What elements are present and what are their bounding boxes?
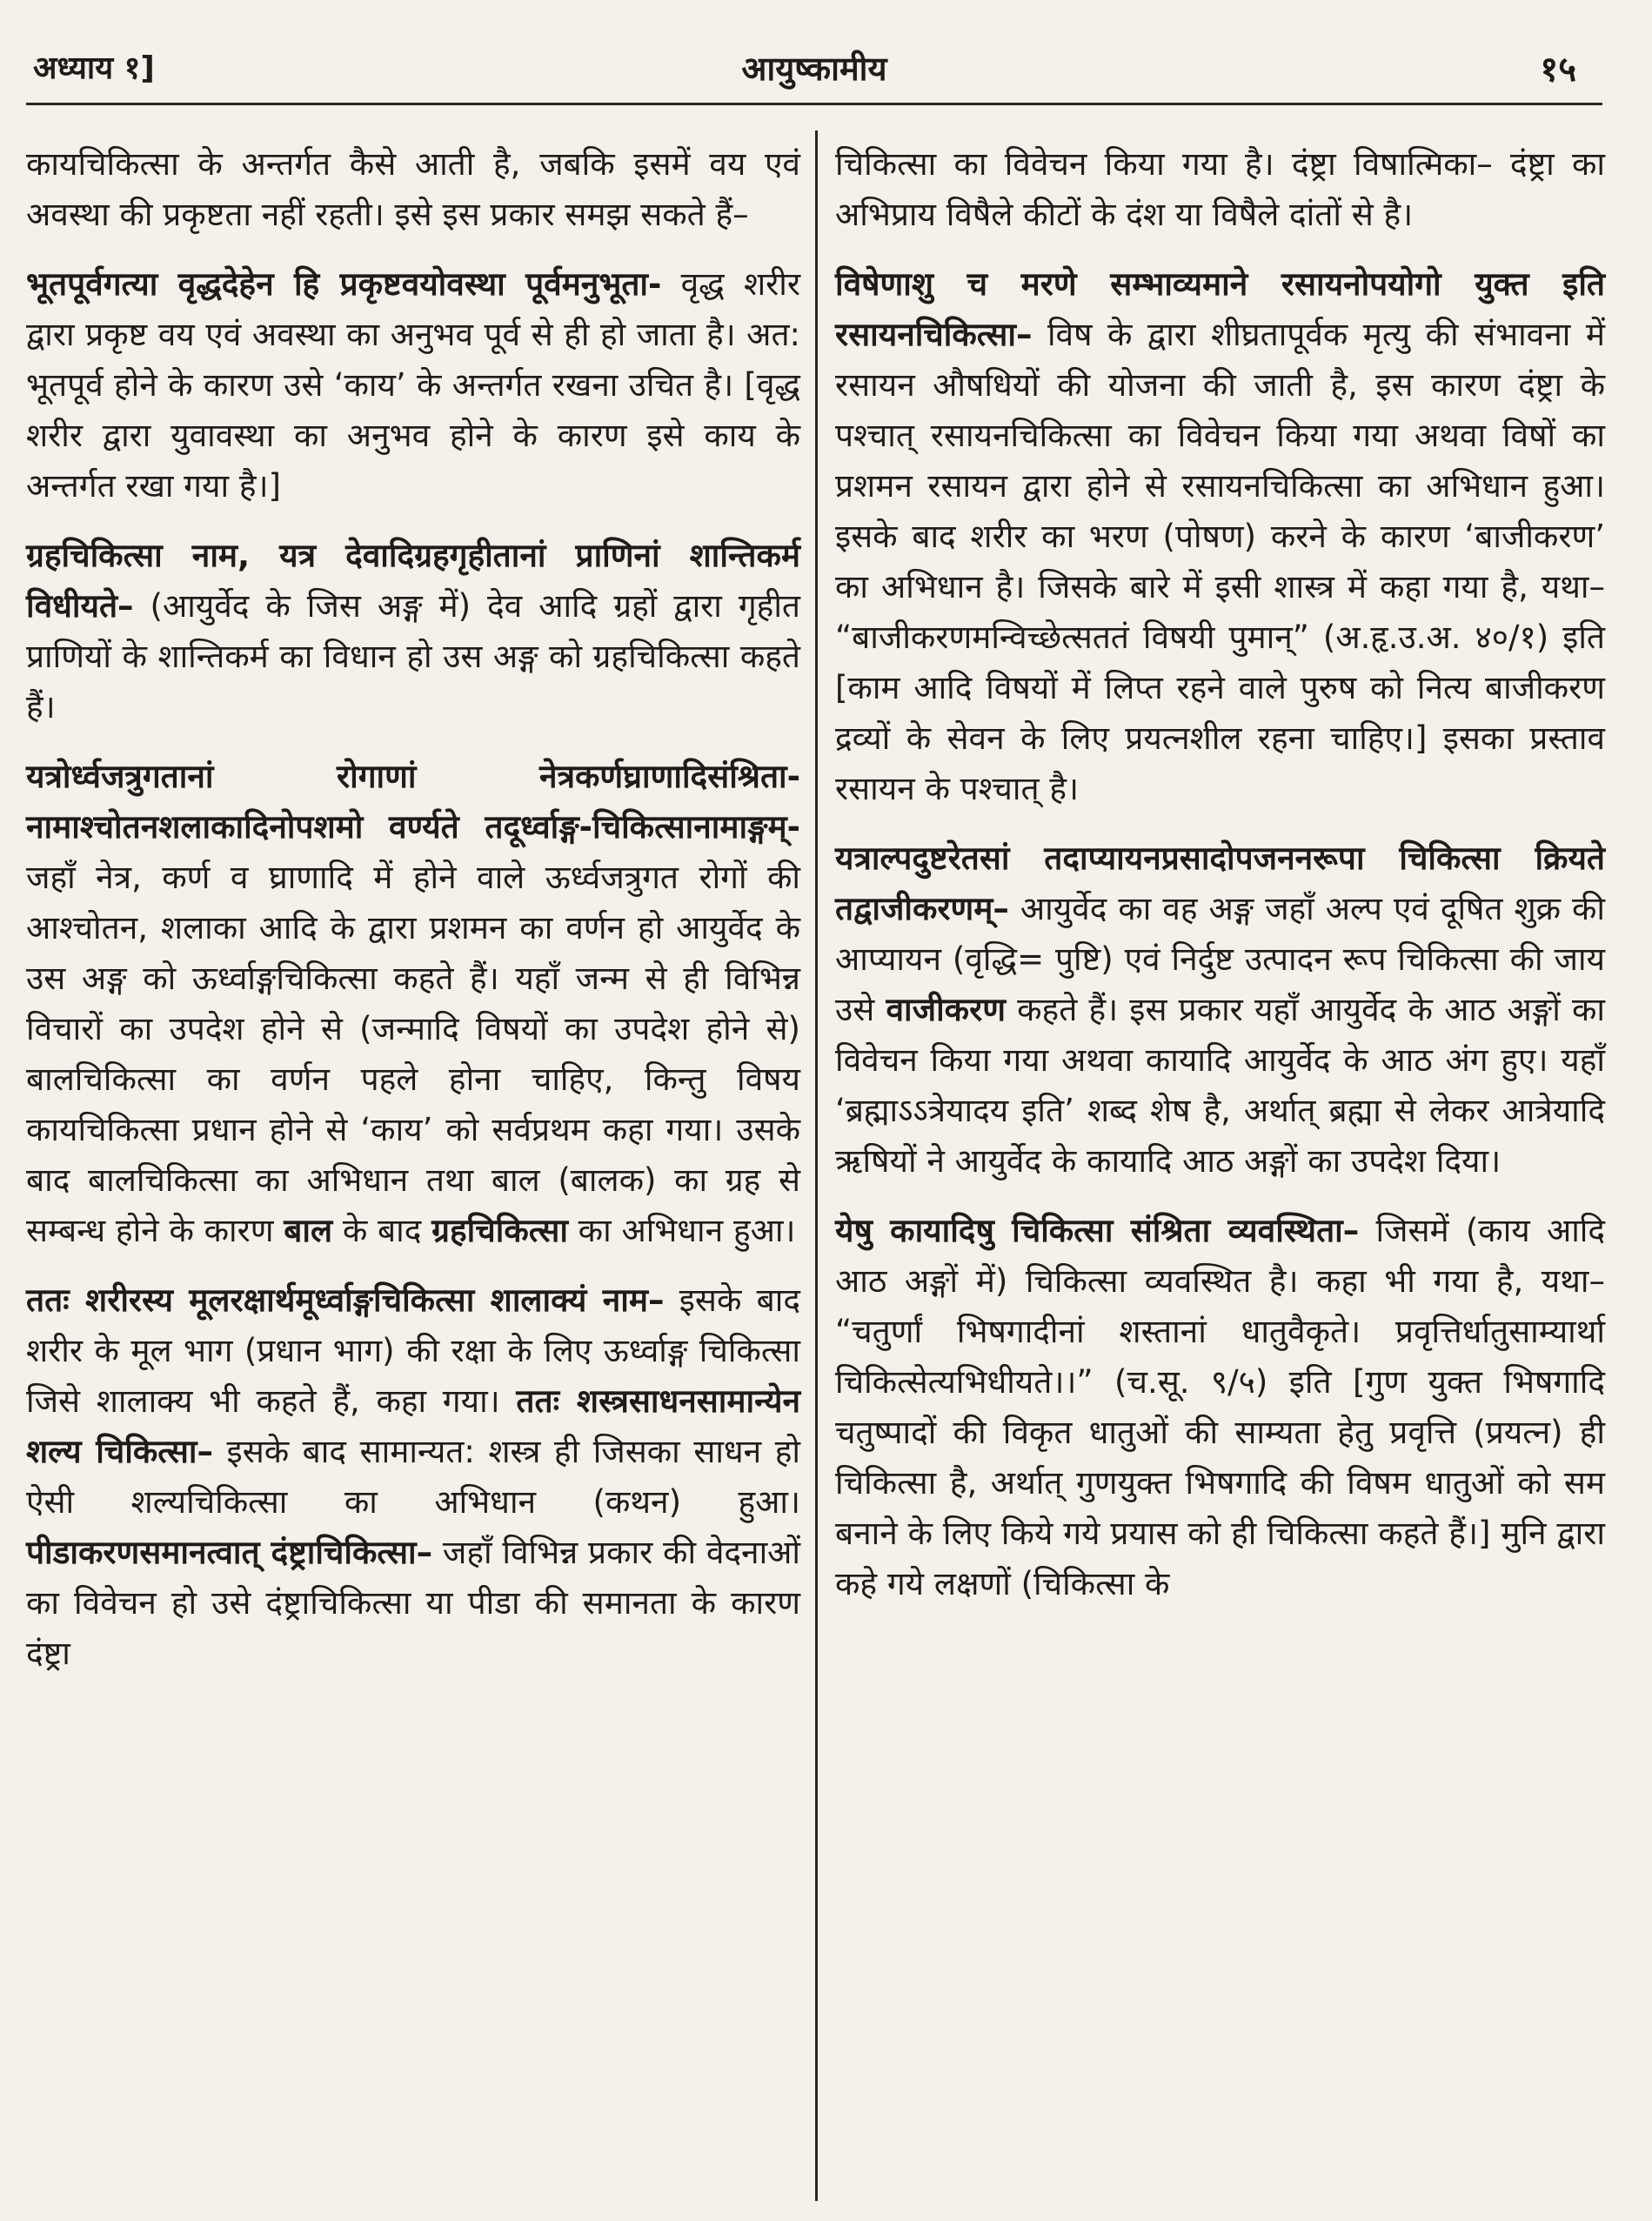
sutra-heading: यत्राल्पदुष्टरेतसां तदाप्यायनप्रसादोपजननरूपा चिकित्सा क्रियते तद्वाजीकरणम्– [835,840,1605,927]
page-header [26,42,1602,105]
running-title: आयुष्कामीय [741,50,887,88]
sutra-heading: यत्रोर्ध्वजत्रुगतानां रोगाणां नेत्रकर्णघ्राणादिसंश्रिता-नामाश्चोतनशलाकादिनोपशमो वर्ण्यते तदूर्ध्वाङ्ग-चिकित्सानामाङ्गम्- [26,758,800,846]
sutra-heading: ग्रहचिकित्सा नाम, यत्र देवादिग्रहगृहीतानां प्राणिनां शान्तिकर्म विधीयते– [26,537,800,625]
paragraph: यत्रोर्ध्वजत्रुगतानां रोगाणां नेत्रकर्णघ्राणादिसंश्रिता-नामाश्चोतनशलाकादिनोपशमो वर्ण्यते तदूर्ध्वाङ्ग-चिकित्सानामाङ्गम्- जहाँ नेत्र, कर्ण व घ्राणादि में होने वाले ऊर्ध्वजत्रुगत रोगों की आश्चोतन, शलाका आदि के द्वारा प्रशमन का वर्णन हो आयुर्वेद के उस अङ्ग को ऊर्ध्वाङ्गचिकित्सा कहते हैं। यहाँ जन्म से ही विभिन्न विचारों का उपदेश होने से (जन्मादि विषयों का उपदेश होने से) बालचिकित्सा का वर्णन पहले होना चाहिए, किन्तु विषय कायचिकित्सा प्रधान होने से ‘काय’ को सर्वप्रथम कहा गया। उसके बाद बालचिकित्सा का अभिधान तथा बाल (बालक) का ग्रह से सम्बन्ध होने के कारण बाल के बाद ग्रहचिकित्सा का अभिधान हुआ। [26,758,800,1249]
paragraph: कायचिकित्सा के अन्तर्गत कैसे आती है, जबकि इसमें वय एवं अवस्था की प्रकृष्टता नहीं रहती। इसे इस प्रकार समझ सकते हैं– [26,145,800,233]
right-column [835,139,1605,1629]
paragraph: यत्राल्पदुष्टरेतसां तदाप्यायनप्रसादोपजननरूपा चिकित्सा क्रियते तद्वाजीकरणम्– आयुर्वेद का वह अङ्ग जहाँ अल्प एवं दूषित शुक्र की आप्यायन (वृद्धि= पुष्टि) एवं निर्दुष्ट उत्पादन रूप चिकित्सा की जाय उसे वाजीकरण कहते हैं। इस प्रकार यहाँ आयुर्वेद के आठ अङ्गों का विवेचन किया गया अथवा कायादि आयुर्वेद के आठ अंग हुए। यहाँ ‘ब्रह्माऽऽत्रेयादय इति’ शब्द शेष है, अर्थात् ब्रह्मा से लेकर आत्रेयादि ऋषियों ने आयुर्वेद के कायादि आठ अङ्गों का उपदेश दिया। [835,840,1605,1180]
paragraph: भूतपूर्वगत्या वृद्धदेहेन हि प्रकृष्टवयोवस्था पूर्वमनुभूता- वृद्ध शरीर द्वारा प्रकृष्ट वय एवं अवस्था का अनुभव पूर्व से ही हो जाता है। अत: भूतपूर्व होने के कारण उसे ‘काय’ के अन्तर्गत रखना उचित है। [वृद्ध शरीर द्वारा युवावस्था का अनुभव होने के कारण इसे काय के अन्तर्गत रखा गया है।] [26,265,800,505]
paragraph: ततः शरीरस्य मूलरक्षार्थमूर्ध्वाङ्गचिकित्सा शालाक्यं नाम– इसके बाद शरीर के मूल भाग (प्रधान भाग) की रक्षा के लिए ऊर्ध्वाङ्ग चिकित्सा जिसे शालाक्य भी कहते हैं, कहा गया। ततः शस्त्रसाधनसामान्येन शल्य चिकित्सा– इसके बाद सामान्यत: शस्त्र ही जिसका साधन हो ऐसी शल्यचिकित्सा का अभिधान (कथन) हुआ। पीडाकरणसमानत्वात् दंष्ट्राचिकित्सा– जहाँ विभिन्न प्रकार की वेदनाओं का विवेचन हो उसे दंष्ट्राचिकित्सा या पीडा की समानता के कारण दंष्ट्रा [26,1281,800,1672]
paragraph: येषु कायादिषु चिकित्सा संश्रिता व्यवस्थिता– जिसमें (काय आदि आठ अङ्गों में) चिकित्सा व्यवस्थित है। कहा भी गया है, यथा– “चतुर्णां भिषगादीनां शस्तानां धातुवैकृते। प्रवृत्तिर्धातुसाम्यार्था चिकित्सेत्यभिधीयते।।” (च.सू. ९/५) इति [गुण युक्त भिषगादि चतुष्पादों की विकृत धातुओं की साम्यता हेतु प्रवृत्ति (प्रयत्न) ही चिकित्सा है, अर्थात् गुणयुक्त भिषगादि की विषम धातुओं को सम बनाने के लिए किये गये प्रयास को ही चिकित्सा कहते हैं।] मुनि द्वारा कहे गये लक्षणों (चिकित्सा के [835,1212,1605,1602]
page-number: १५ [1540,50,1576,90]
sutra-heading: येषु कायादिषु चिकित्सा संश्रिता व्यवस्थिता– [835,1212,1360,1249]
chapter-label: अध्याय १] [33,50,155,86]
sutra-heading: विषेणाशु च मरणे सम्भाव्यमाने रसायनोपयोगो युक्त इति रसायनचिकित्सा– [835,265,1605,353]
column-divider [815,130,818,2201]
sutra-heading: भूतपूर्वगत्या वृद्धदेहेन हि प्रकृष्टवयोवस्था पूर्वमनुभूता- [26,265,662,303]
paragraph: चिकित्सा का विवेचन किया गया है। दंष्ट्रा विषात्मिका– दंष्ट्रा का अभिप्राय विषैले कीटों के दंश या विषैले दांतों से है। [835,145,1605,233]
left-column [26,139,800,1698]
paragraph: विषेणाशु च मरणे सम्भाव्यमाने रसायनोपयोगो युक्त इति रसायनचिकित्सा– विष के द्वारा शीघ्रतापूर्वक मृत्यु की संभावना में रसायन औषधियों की योजना की जाती है, इस कारण दंष्ट्रा के पश्चात् रसायनचिकित्सा का विवेचन किया गया अथवा विषों का प्रशमन रसायन द्वारा होने से रसायनचिकित्सा का अभिधान हुआ। इसके बाद शरीर का भरण (पोषण) करने के कारण ‘बाजीकरण’ का अभिधान है। जिसके बारे में इसी शास्त्र में कहा गया है, यथा– “बाजीकरणमन्विच्छेत्सततं विषयी पुमान्” (अ.हृ.उ.अ. ४०/१) इति [काम आदि विषयों में लिप्त रहने वाले पुरुष को नित्य बाजीकरण द्रव्यों के सेवन के लिए प्रयत्नशील रहना चाहिए।] इसका प्रस्ताव रसायन के पश्चात् है। [835,265,1605,807]
sutra-heading: ततः शरीरस्य मूलरक्षार्थमूर्ध्वाङ्गचिकित्सा शालाक्यं नाम– [26,1281,665,1319]
paragraph: ग्रहचिकित्सा नाम, यत्र देवादिग्रहगृहीतानां प्राणिनां शान्तिकर्म विधीयते– (आयुर्वेद के जिस अङ्ग में) देव आदि ग्रहों द्वारा गृहीत प्राणियों के शान्तिकर्म का विधान हो उस अङ्ग को ग्रहचिकित्सा कहते हैं। [26,537,800,726]
